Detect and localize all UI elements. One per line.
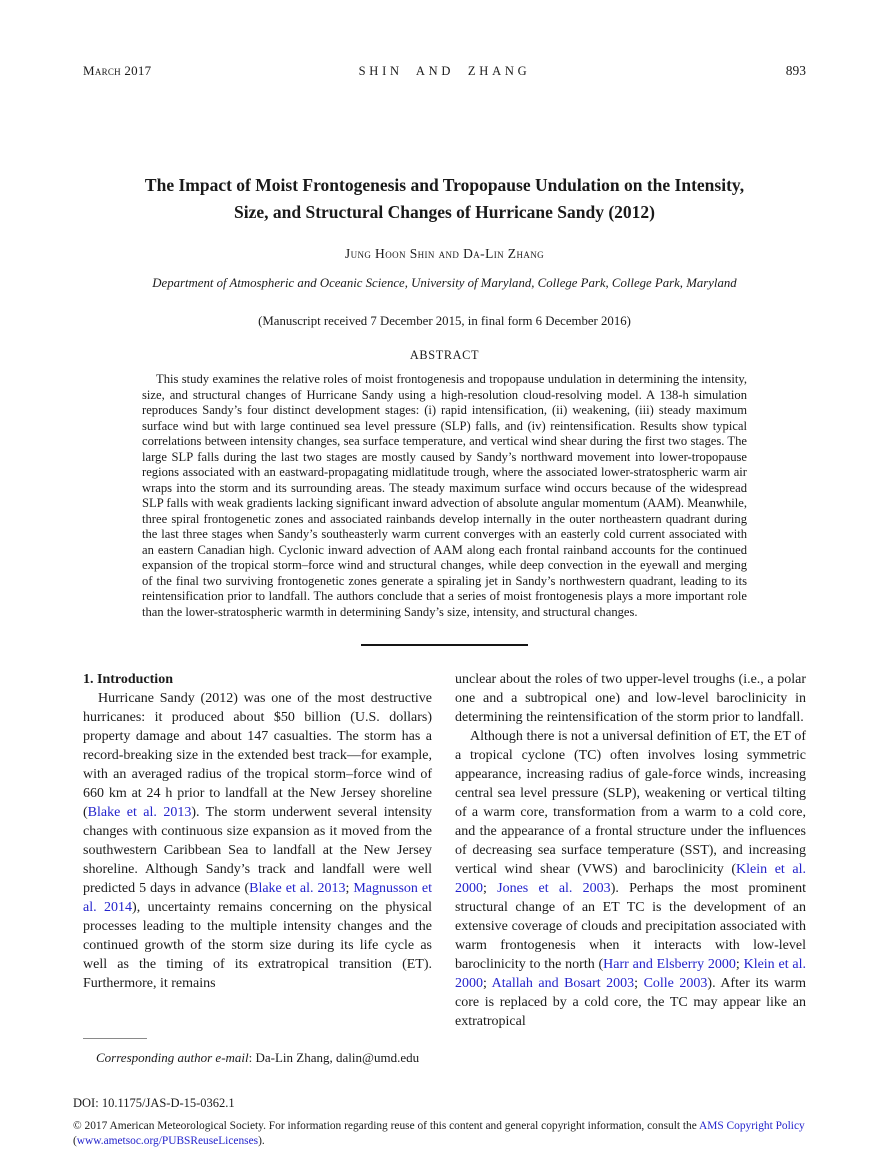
author-affiliation: Department of Atmospheric and Oceanic Science, University of Maryland, College Park, College Park, Maryland [152, 276, 737, 290]
left-column [83, 670, 432, 1066]
running-header [83, 63, 806, 80]
text-run: Although there is not a universal definition of ET, the ET of a tropical cyclone (TC) often involves losing symmetric appearance, increasing radius of gale-force winds, increasing central sea level pressure (SLP), weakening or vertical tilting of a warm core, transformation from a warm to a cold core, and the appearance of a frontal structure under the influences of decreasing sea surface temperature (SST), and increasing vertical wind shear (VWS) and baroclinicity ( [455, 729, 806, 877]
article-title [83, 172, 806, 226]
doi-line: DOI: 10.1175/JAS-D-15-0362.1 [73, 1096, 235, 1110]
text-run: ( [73, 1135, 77, 1147]
body-paragraph-continuation: unclear about the roles of two upper-level troughs (i.e., a polar one and a subtropical one) and low-level baroclinicity in determining the reintensification of the storm prior to landfall. [455, 672, 806, 725]
body-paragraph-et [455, 727, 806, 1031]
text-run: ; [735, 957, 744, 972]
text-run: © 2017 American Meteorological Society. For information regarding reuse of this content and general copyright information, consult the [73, 1120, 700, 1132]
text-run: ; [483, 881, 498, 896]
citation-link[interactable]: Blake et al. 2013 [249, 881, 346, 896]
article-title-line1: The Impact of Moist Frontogenesis and Tropopause Undulation on the Intensity, [144, 175, 745, 195]
page-number: 893 [785, 63, 806, 78]
footnote-rule [83, 1038, 147, 1039]
issue-date: March 2017 [83, 63, 152, 78]
copyright-notice [73, 1119, 823, 1149]
citation-link[interactable]: Atallah and Bosart 2003 [491, 976, 635, 991]
article-body [83, 670, 806, 1066]
manuscript-history: (Manuscript received 7 December 2015, in final form 6 December 2016) [258, 314, 631, 328]
text-run: ). Perhaps the most prominent structural change of an ET TC is the development of an extensive coverage of clouds and precipitation associated with warm frontogenesis when it interacts with low-level baroclinicity to the north ( [455, 881, 807, 972]
text-run: Corresponding author e-mail [96, 1050, 249, 1065]
text-run: ). After its warm core is replaced by a cold core, the TC may appear like an extratropical [455, 976, 806, 1029]
intro-paragraph [83, 689, 432, 993]
citation-link[interactable]: Klein et al. 2000 [455, 957, 806, 991]
text-run: ; [634, 976, 644, 991]
citation-link[interactable]: Harr and Elsberry 2000 [603, 957, 736, 972]
citation-link[interactable]: Magnusson et al. 2014 [83, 881, 432, 915]
text-run: : Da-Lin Zhang, dalin@umd.edu [248, 1050, 420, 1065]
text-run: ). [258, 1135, 265, 1147]
citation-link[interactable]: Jones et al. 2003 [497, 881, 611, 896]
abstract-separator-rule [361, 644, 528, 646]
text-run: Hurricane Sandy (2012) was one of the most destructive hurricanes: it produced about $50 billion (U.S. dollars) property damage and about 147 casualties. The storm has a record-breaking size in the extended best track—for example, with an averaged radius of the tropical storm–force wind of 660 km at 24 h prior to landfall at the New Jersey shoreline ( [83, 691, 432, 820]
running-title: SHIN AND ZHANG [358, 64, 531, 78]
citation-link[interactable]: www.ametsoc.org/PUBSReuseLicenses [76, 1135, 259, 1147]
section-heading-introduction: 1. Introduction [83, 672, 173, 687]
footnote-block [83, 1038, 432, 1066]
citation-link[interactable]: Colle 2003 [643, 976, 708, 991]
abstract-heading: ABSTRACT [409, 348, 480, 362]
author-names: Jung Hoon Shin and Da-Lin Zhang [344, 246, 545, 261]
text-run: ), uncertainty remains concerning on the physical processes leading to the multiple intensity changes and the continued growth of the storm size during its life cycle as well as the timing of its extratropical transition (ET). Furthermore, it remains [83, 900, 432, 991]
corresponding-author-footnote [83, 1049, 432, 1066]
article-title-line2: Size, and Structural Changes of Hurricane Sandy (2012) [234, 202, 655, 222]
abstract-text: This study examines the relative roles of moist frontogenesis and tropopause undulation in determining the intensity, size, and structural changes of Hurricane Sandy using a high-resolution cloud-resolving model. A 138-h simulation reproduces Sandy’s four distinct development stages: (i) rapid intensification, (ii) weakening, (iii) steady maximum surface wind but with large continued sea level pressure (SLP) falls, and (iv) reintensification. Results show typical correlations between intensity changes, sea surface temperature, and vertical wind shear during the first two stages. The large SLP falls during the last two stages are mostly caused by Sandy’s northward movement into lower-tropopause regions associated with an eastward-propagating midlatitude trough, where the associated lower-stratospheric warm air wraps into the storm and its surrounding areas. The steady maximum surface wind occurs because of the widespread SLP falls with weak gradients lacking significant inward advection of absolute angular momentum (AAM). Meanwhile, three spiral frontogenetic zones and associated rainbands develop internally in the outer northeastern quadrant during the last three stages when Sandy’s southeasterly warm current converges with an easterly cold current associated with an eastern Canadian high. Cyclonic inward advection of AAM along each frontal rainband accounts for the continued expansion of the tropical storm–force wind and structural changes, while deep convection in the eyewall and merging of the final two surviving frontogenetic zones generate a spiraling jet in Sandy’s northwestern quadrant, leading to its reintensification prior to landfall. The authors conclude that a series of moist frontogenesis plays a more important role than the lower-stratospheric warmth in determining Sandy’s size, intensity, and structural changes. [142, 372, 747, 619]
text-run: ). The storm underwent several intensity changes with continuous size expansion as it moved from the southwestern Caribbean Sea to landfall at the New Jersey shoreline. Although Sandy’s track and landfall were well predicted 5 days in advance ( [83, 805, 432, 896]
text-run: ; [483, 976, 492, 991]
page-footer [73, 1096, 823, 1149]
citation-link[interactable]: Blake et al. 2013 [87, 805, 192, 820]
citation-link[interactable]: Klein et al. 2000 [455, 862, 806, 896]
citation-link[interactable]: AMS Copyright Policy [699, 1120, 805, 1132]
text-run: ; [345, 881, 354, 896]
right-column [455, 670, 806, 1066]
